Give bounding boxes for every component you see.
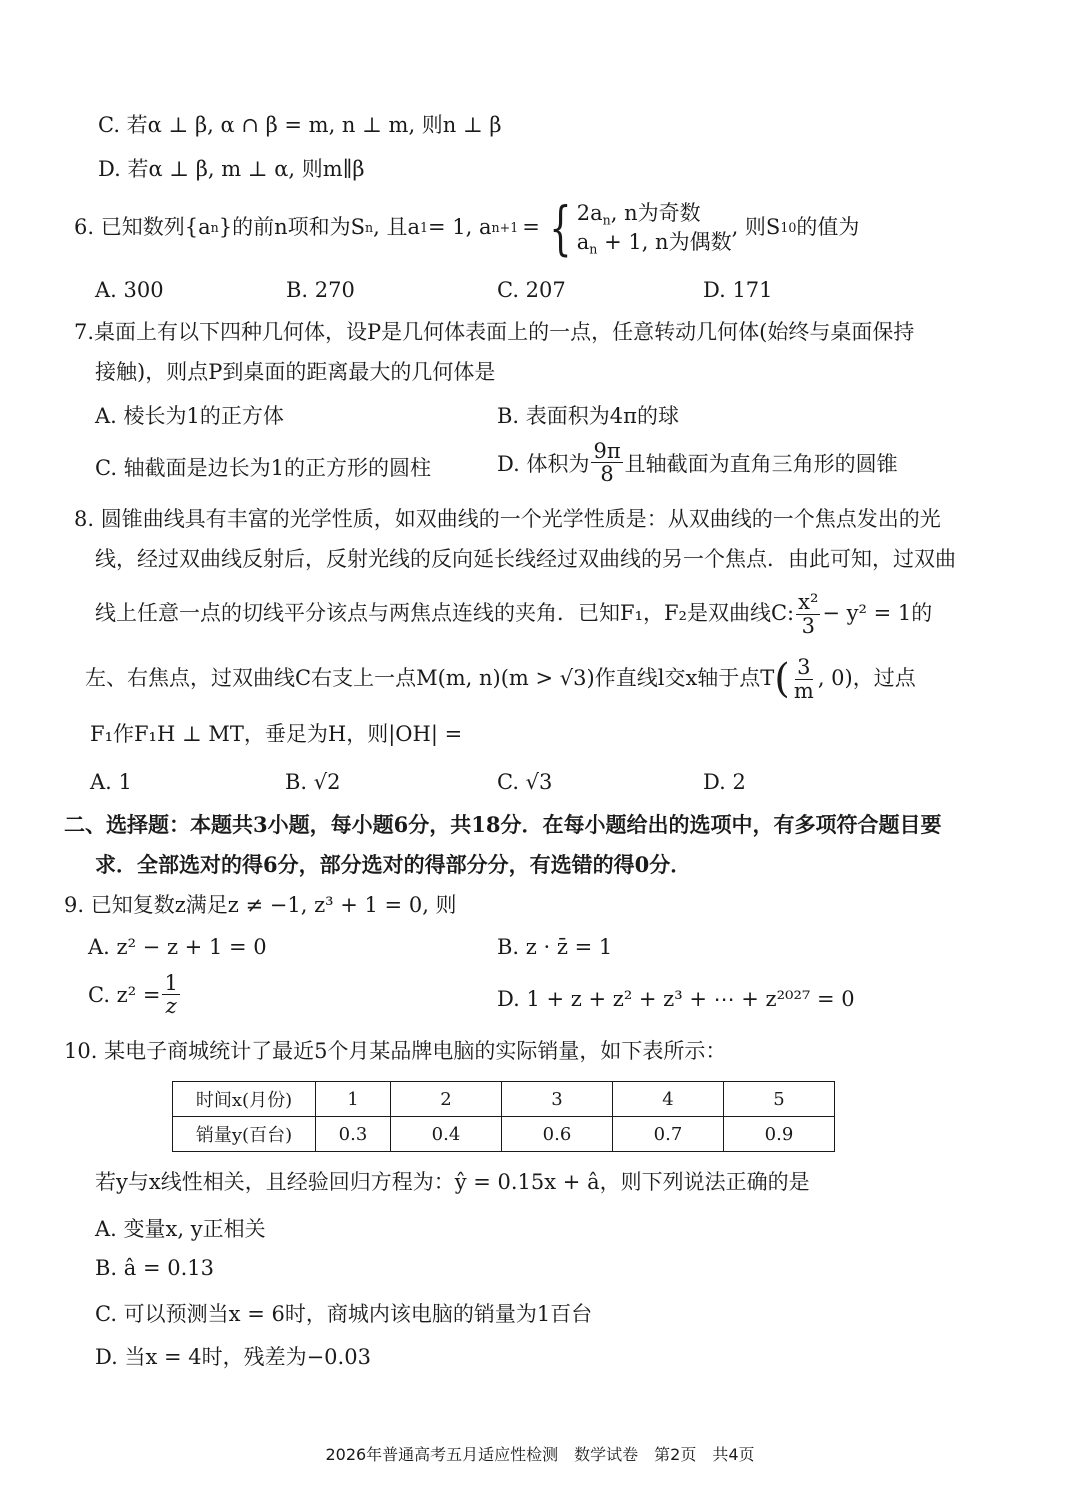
q8-fraction-1-num: x²: [798, 590, 819, 615]
q8-option-d: D. 2: [703, 770, 746, 794]
q10-option-d: D. 当x = 4时，残差为−0.03: [95, 1345, 371, 1369]
section-2-heading-cont: 求．全部选对的得6分，部分选对的得部分分，有选错的得0分．: [95, 852, 692, 877]
q6-stem-text: , 且a: [373, 215, 420, 240]
q9-stem: 9. 已知复数z满足z ≠ −1, z³ + 1 = 0, 则: [64, 893, 457, 917]
q8-fraction-1-den: 3: [801, 613, 815, 638]
q6-piecewise: $2a_n$, n为奇数 $a_n + 1$, n为偶数: [576, 200, 732, 257]
table-cell: 5: [724, 1082, 835, 1117]
q10-option-c: C. 可以预测当x = 6时，商城内该电脑的销量为1百台: [95, 1302, 593, 1326]
q10-stem: 10. 某电子商城统计了最近5个月某品牌电脑的实际销量，如下表所示：: [64, 1039, 727, 1063]
q7-stem-line-2: 接触)，则点P到桌面的距离最大的几何体是: [95, 360, 496, 384]
q6-case-1b: , n为奇数: [610, 200, 701, 225]
q9-fraction: [162, 972, 179, 1017]
q6-option-d: D. 171: [703, 278, 773, 302]
q10-condition: 若y与x线性相关，且经验回归方程为：ŷ = 0.15x + â，则下列说法正确的是: [95, 1170, 810, 1194]
table-row: [173, 1082, 835, 1117]
q9-option-c-text: C. z² =: [88, 982, 161, 1007]
q7-option-d-text: D. 体积为: [497, 451, 590, 476]
q9-option-b: B. z · z̄ = 1: [497, 935, 613, 959]
q8-fraction-2: [792, 656, 816, 701]
table-row: [173, 1117, 835, 1152]
q7-option-a: A. 棱长为1的正方体: [95, 404, 284, 428]
q7-option-d-text: 且轴截面为直角三角形的圆锥: [624, 451, 898, 476]
q7-option-d: [497, 440, 898, 485]
q8-stem-line-5: F₁作F₁H ⊥ MT，垂足为H，则|OH| =: [90, 722, 463, 746]
paren-open: (: [774, 656, 790, 702]
q9-option-d: D. 1 + z + z² + z³ + ⋯ + z²⁰²⁷ = 0: [497, 987, 855, 1011]
q6-stem: 6. 已知数列{a n }的前n项和为S n , 且a 1 = 1, a n+1 = { $2a_n$, n为奇数 $a_n + 1$, n为偶数 , 则S 10 的值为: [74, 194, 860, 262]
q8-option-a: A. 1: [90, 770, 132, 794]
q8-stem-line-1: 8. 圆锥曲线具有丰富的光学性质，如双曲线的一个光学性质是：从双曲线的一个焦点发出的光: [74, 507, 941, 531]
section-2-heading: 二、选择题：本题共3小题，每小题6分，共18分．在每小题给出的选项中，有多项符合题目要: [64, 812, 942, 837]
q6-stem-text: , 则S: [731, 215, 781, 240]
table-cell: 1: [316, 1082, 391, 1117]
q8-stem-text: − y² = 1的: [822, 601, 933, 626]
table-header-cell: 时间x(月份): [173, 1082, 316, 1117]
q8-stem-line-3: [95, 588, 932, 640]
q7-option-b: B. 表面积为4π的球: [497, 404, 679, 428]
q6-option-a: A. 300: [95, 278, 164, 302]
q6-case-2: a: [576, 230, 590, 254]
table-header-cell: 销量y(百台): [173, 1117, 316, 1152]
sales-table: [172, 1081, 835, 1152]
q7-fraction-num: 9π: [593, 439, 621, 463]
table-cell: 0.4: [391, 1117, 502, 1152]
brace-symbol: {: [549, 194, 572, 262]
q6-option-b: B. 270: [286, 278, 355, 302]
q7-fraction-den: 8: [600, 462, 614, 487]
table-cell: 2: [391, 1082, 502, 1117]
q9-option-a: A. z² − z + 1 = 0: [88, 935, 267, 959]
q8-fraction-2-den: m: [793, 678, 814, 703]
q6-stem-text: = 1, a: [428, 215, 492, 240]
q10-option-a: A. 变量x, y正相关: [95, 1217, 266, 1241]
table-cell: 0.9: [724, 1117, 835, 1152]
q10-option-b: B. â = 0.13: [95, 1256, 215, 1280]
table-cell: 3: [502, 1082, 613, 1117]
q8-stem-line-4: [85, 653, 916, 705]
q9-option-c: [88, 972, 182, 1017]
q6-stem-text: 的值为: [796, 215, 860, 240]
q6-stem-text: }的前n项和为S: [218, 215, 365, 240]
q7-fraction: [591, 440, 622, 485]
q7-option-c: C. 轴截面是边长为1的正方形的圆柱: [95, 456, 432, 480]
q8-option-b: B. √2: [285, 770, 341, 794]
q8-stem-text: 左、右焦点，过双曲线C右支上一点M(m, n)(m > √3)作直线l交x轴于点T: [85, 666, 775, 691]
q6-stem-text: 6. 已知数列{a: [74, 215, 211, 240]
table-cell: 0.7: [613, 1117, 724, 1152]
q5-option-c: C. 若α ⊥ β, α ∩ β = m, n ⊥ m, 则n ⊥ β: [98, 113, 502, 137]
q7-stem-line-1: 7.桌面上有以下四种几何体，设P是几何体表面上的一点，任意转动几何体(始终与桌面保持: [74, 320, 915, 344]
q9-fraction-den: z: [165, 994, 177, 1019]
q6-case-2b: + 1, n为偶数: [597, 230, 732, 254]
q8-stem-text: 线上任意一点的切线平分该点与两焦点连线的夹角．已知F₁，F₂是双曲线C:: [95, 601, 795, 626]
table-cell: 0.6: [502, 1117, 613, 1152]
q8-stem-line-2: 线，经过双曲线反射后，反射光线的反向延长线经过双曲线的另一个焦点．由此可知，过双曲: [95, 547, 956, 571]
q5-option-d: D. 若α ⊥ β, m ⊥ α, 则m∥β: [98, 157, 365, 181]
q8-stem-text: , 0)，过点: [817, 666, 916, 691]
q9-fraction-num: 1: [164, 971, 178, 995]
page-footer: 2026年普通高考五月适应性检测 数学试卷 第2页 共4页: [325, 1445, 755, 1464]
table-cell: 0.3: [316, 1117, 391, 1152]
q8-fraction-1: [796, 591, 820, 636]
q6-case-1: 2a: [576, 200, 603, 225]
q6-option-c: C. 207: [497, 278, 566, 302]
q8-option-c: C. √3: [497, 770, 553, 794]
table-cell: 4: [613, 1082, 724, 1117]
q8-fraction-2-num: 3: [797, 655, 811, 680]
